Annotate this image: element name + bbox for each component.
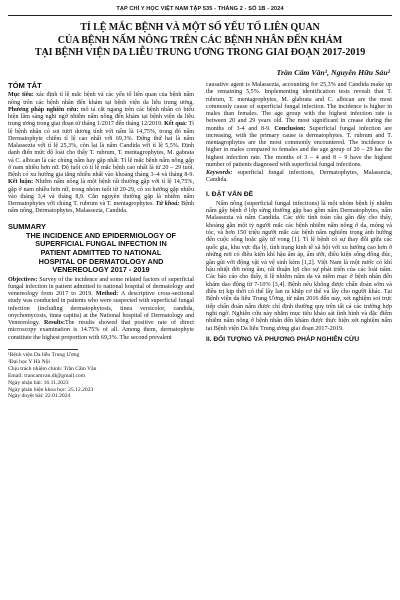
objective-text: xác định tỉ lệ mắc bệnh và các yếu tố liên quan của bệnh nấm nông trên các bệnh nhân đến khám tại bệnh viện da liễu trung ương. bbox=[8, 92, 194, 106]
abstract-vi bbox=[8, 92, 194, 215]
summary-heading: SUMMARY bbox=[8, 221, 46, 231]
en-method-text: A descriptive cross-sectional study was conducted in patients who were suspected with superficial fungal infection (including dermatophytosis, tinea versicolor, candida, onychomycosis, tinea capitis) at the National hospital of Dermatology and Venereology. bbox=[8, 291, 195, 327]
section-2-heading: II. ĐỐI TƯỢNG VÀ PHƯƠNG PHÁP NGHIÊN CỨU bbox=[206, 335, 360, 343]
results-label: Kết quả: bbox=[164, 121, 188, 128]
en-title-line-3: PATIENT ADMITTED TO NATIONAL bbox=[40, 247, 162, 257]
footnote-affiliation-2: ²Đại học Y Hà Nội bbox=[8, 358, 50, 365]
tomtat-heading: TÓM TẮT bbox=[8, 81, 42, 90]
en-objectives-label: Objectives: bbox=[8, 276, 38, 283]
footnote-affiliation-1: ¹Bệnh viện Da liễu Trung Ương bbox=[8, 351, 80, 358]
abstract-en-right bbox=[206, 82, 392, 185]
abstract-en-left bbox=[8, 277, 194, 342]
footnote-rule bbox=[8, 349, 78, 350]
en-method-label: Method: bbox=[95, 291, 119, 298]
en-conclusion-label: Conclusion: bbox=[274, 125, 306, 132]
footnote-reviewed: Ngày phản biện khoa học: 25.12.2023 bbox=[8, 386, 94, 393]
en-results-label: Results: bbox=[44, 320, 65, 327]
en-title-line-1: THE INCIDENCE AND EPIDERMIOLOGY OF bbox=[25, 230, 176, 240]
authors: Trần Cẩm Vân¹, Nguyễn Hữu Sáu² bbox=[276, 68, 390, 77]
footnote-received: Ngày nhận bài: 16.11.2023 bbox=[8, 379, 69, 386]
header-rule bbox=[8, 15, 392, 16]
section-1-heading: I. ĐẶT VẤN ĐỀ bbox=[206, 190, 254, 198]
left-column bbox=[8, 82, 194, 400]
objective-label: Mục tiêu: bbox=[8, 92, 34, 99]
running-head: TẠP CHÍ Y HỌC VIỆT NAM TẬP 535 - THÁNG 2 - SỐ 1B - 2024 bbox=[116, 6, 284, 12]
conclusion-label: Kết luận: bbox=[8, 179, 34, 186]
en-conclusion-text: Superficial fungal infection are increasing, with the primary cause is dermatophytes. T. rubrum and T. mentagrophytes are the most commonly encountered. The incidence is higher in males compared to females and the age group of 20 – 29 has the highest infection rate. The months of 3 – 4 and 8 – 9 have the highest number of patients diagnosed with superficial fungal infections. bbox=[206, 125, 392, 168]
section-1-body bbox=[206, 200, 392, 332]
en-title-line-4: HOSPITAL OF DERMATOLOGY AND bbox=[38, 256, 164, 266]
keywords-text: Bệnh nấm nông, Dermatophytes, Malassezia, Candida. bbox=[8, 201, 194, 215]
section-1-paragraph: Nấm nông (superficial fungal infections) là một nhóm bệnh lý nhiễm nấm gây bệnh ở lớp sừng thường gặp bao gồm nấm Dermatophytes, nấm Malassezia và nấm Candida. Các ước tính toàn cầu gần đây cho thấy, khoảng gần một tỷ người mắc các bệnh nhiễm nấm nông ở da, móng và tóc, và hơn 150 triệu người mắc các bệnh nấm nghiêm trọng ảnh hưởng đến cuộc sống hoặc gây tử vong [1]. Tỉ lệ bệnh có sự thay đổi giữa các quốc gia, khu vực địa lý, tình trạng kinh tế xã hội với xu hướng cao hơn ở những nơi có điều kiện khí hậu ẩm áp, ẩm ướt, điều kiện sống đông đúc, gần gũi với động vật và vệ sinh kém [1,2]. Việt Nam là một nước có khí hậu nhiệt đới nóng ẩm, rất thuận lợi cho sự phát triển của các loài nấm. Các báo cáo cho thấy, tỉ lệ nhiễm nấm da và niêm mạc ở bệnh nhân đến khám dao động từ 7-10% [3,4]. Bệnh nếu không được chẩn đoán sớm và điều trị kịp thời có thể lây lan ra khắp cơ thể và lây cho người khác. Tại Bệnh viện da liễu Trung Ương, từ năm 2016 đến nay, xét nghiệm soi trực tiếp chẩn đoán nấm được chỉ định thường quy trên tất cả các trường hợp nghi ngờ. Nghiên cứu này nhằm mục tiêu khảo sát tình hình và đặc điểm nhiễm nấm nông ở bệnh nhân đến khám được thực hiện xét nghiệm nấm tại Bệnh viện Da liễu Trung ương giai đoạn 2017-2019. bbox=[206, 199, 392, 332]
footnotes bbox=[8, 352, 194, 400]
footnote-email: Email: trancamvan.dl@gmail.com bbox=[8, 372, 86, 379]
footnote-accepted: Ngày duyệt bài: 22.01.2024 bbox=[8, 393, 71, 400]
en-objectives-text: Survey of the incidence and some related factors of superficial fungal infection in patient admitted to national hospital of dermatology and venereology from 2017 to 2019. bbox=[8, 276, 194, 298]
title-line-3: TẠI BỆNH VIỆN DA LIỄU TRUNG ƯƠNG TRONG GIAI ĐOẠN 2017-2019 bbox=[34, 47, 366, 59]
en-keywords-label: Keywords: bbox=[206, 170, 233, 176]
right-column bbox=[206, 82, 392, 343]
en-results-text: The results showed that positive rate of direct microscopy examination is 14.75% of all. Among them, dermatophyte constitute the highest proportion with 69,3%. The second prevalent bbox=[8, 320, 194, 341]
title-line-2: CỦA BỆNH NẤM NÔNG TRÊN CÁC BỆNH NHÂN ĐẾN KHÁM bbox=[57, 34, 343, 46]
conclusion-text: Nhiễm nấm nông là một bệnh rất thường gặp với tỉ lệ 14,75%, gặp ở nam nhiều hơn nữ, trong nhóm tuổi từ 20-29, có xu hướng gặp nhiều vào tháng 3,4 và tháng 8,9. Căn nguyên thường gặp là nhiễm nấm Dermatophytes với chủng T. rubrum và T. mentagrophytes. bbox=[8, 179, 195, 207]
title-line-1: TỈ LỆ MẮC BỆNH VÀ MỘT SỐ YẾU TỐ LIÊN QUAN bbox=[80, 22, 320, 33]
en-title-line-2: SUPERFICIAL FUNGAL INFECTION IN bbox=[35, 239, 167, 249]
methods-text: mô tả cắt ngang trên các bệnh nhân có biểu hiện lâm sàng nghi ngờ nhiễm nấm nông đến khám tại bệnh viện da liễu trung ương trong giai đoạn từ tháng 1/2017 đến tháng 12/2019. bbox=[8, 106, 195, 128]
paper-title bbox=[8, 22, 392, 60]
methods-label: Phương pháp nghiên cứu: bbox=[8, 106, 79, 113]
results-text: Tỉ lệ bệnh nhân có soi tươi dương tính với nấm là 14,75%, trong đó nấm Dermatophyte chiếm tỉ lệ cao nhất với 69,3%. Đứng thứ hai là nấm Malassezia với tỉ lệ 25,3%, còn lại là nấm Candida với tỉ lệ 5,5%. Định danh điển mức độ loài cho thấy T. rubrum, T. mentagrophytes, M. gabrata và C. albican là các chủng nấm hay gặp nhất. Tỉ lệ mắc bệnh nấm nông gặp ở nam nhiều hơn nữ. Độ tuổi có tỉ lệ mắc bệnh cao nhất là từ 20 – 29 tuổi. Bệnh có xu hướng gia tăng nhiều nhất vào khoảng tháng 3–4 và tháng 8-9. bbox=[8, 121, 194, 178]
footnote-corresponding: Chịu trách nhiệm chính: Trần Cẩm Vân bbox=[8, 365, 97, 372]
en-results-continued: causative agent is Malassezia, accounting for 25,3% and Candida make up the remaining 5,5%. Implementing identification tests revealt that T. rubrum, T. mentagrophytes, M. glabrata and C. albican are the most commonly cause of superficial fungal infection. The incidence is higher in males than females. The age group with the highest infection rate is between 20 and 29 years old. The most significant in crease during the months of 3-4 and 8-9. bbox=[206, 82, 392, 132]
english-title bbox=[8, 232, 194, 275]
en-keywords-text: superficial fungal infections, Dermatophytes, Malassezia, Candida. bbox=[206, 170, 392, 184]
en-title-line-5: VENEREOLOGY 2017 - 2019 bbox=[52, 265, 150, 275]
keywords-label: Từ khoá: bbox=[155, 201, 180, 207]
